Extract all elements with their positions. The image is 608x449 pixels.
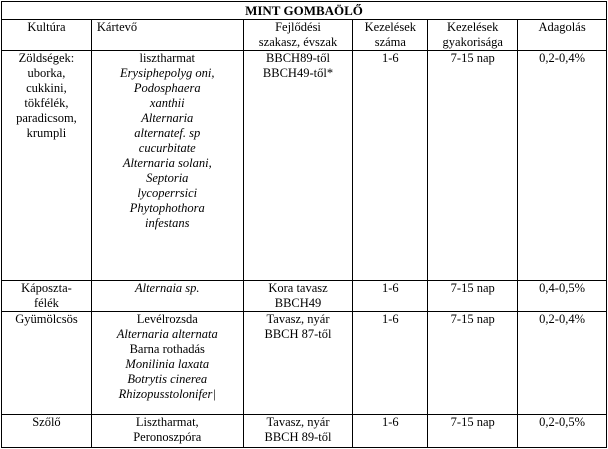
header-kezelesek-gyakorisaga: Kezelések gyakorisága [428, 20, 518, 51]
table-title: MINT GOMBAÖLŐ [2, 2, 607, 20]
header-adagolas: Adagolás [518, 20, 607, 51]
cell-fejlodes: Tavasz, nyár BBCH 89-től [243, 415, 353, 448]
cell-kezelesek-gyakorisaga: 7-15 nap [428, 281, 518, 312]
header-row [2, 20, 607, 51]
cell-kezelesek-szama: 1-6 [353, 415, 428, 448]
header-kezelesek-szama: Kezelések száma [353, 20, 428, 51]
cell-adagolas: 0,2-0,4% [518, 51, 607, 281]
cell-fejlodes: Tavasz, nyár BBCH 87-től [243, 312, 353, 415]
cell-kezelesek-szama: 1-6 [353, 51, 428, 281]
table-row [2, 312, 607, 415]
cell-kartevo: Lisztharmat, Peronoszpóra [91, 415, 243, 448]
table-row [2, 281, 607, 312]
header-kartevo: Kártevő [91, 20, 243, 51]
fungicide-table [1, 1, 607, 448]
cell-kartevo: Alternaia sp. [91, 281, 243, 312]
cell-kezelesek-gyakorisaga: 7-15 nap [428, 312, 518, 415]
cell-kezelesek-gyakorisaga: 7-15 nap [428, 415, 518, 448]
cell-kartevo: lisztharmat Erysiphepolyg oni, Podosphaera xanthii Alternaria alternatef. sp cucurbitate Alternaria solani, Septoria lycoperrsici Phytophothora infestans [91, 51, 243, 281]
cell-kezelesek-szama: 1-6 [353, 281, 428, 312]
cell-kartevo: Levélrozsda Alternaria alternata Barna rothadás Monilinia laxata Botrytis cinerea Rhizopusstolonifer| [91, 312, 243, 415]
cell-kezelesek-gyakorisaga: 7-15 nap [428, 51, 518, 281]
cell-kezelesek-szama: 1-6 [353, 312, 428, 415]
cell-adagolas: 0,4-0,5% [518, 281, 607, 312]
table-row [2, 415, 607, 448]
cell-kultura: Szőlő [2, 415, 92, 448]
cell-fejlodes: Kora tavasz BBCH49 [243, 281, 353, 312]
cell-adagolas: 0,2-0,4% [518, 312, 607, 415]
header-kultura: Kultúra [2, 20, 92, 51]
cell-kultura: Zöldségek: uborka, cukkini, tökfélék, paradicsom, krumpli [2, 51, 92, 281]
cell-kultura: Káposzta- félék [2, 281, 92, 312]
cell-adagolas: 0,2-0,5% [518, 415, 607, 448]
header-fejlodes: Fejlődési szakasz, évszak [243, 20, 353, 51]
cell-fejlodes: BBCH89-től BBCH49-től* [243, 51, 353, 281]
table-row [2, 51, 607, 281]
cell-kultura: Gyümölcsös [2, 312, 92, 415]
